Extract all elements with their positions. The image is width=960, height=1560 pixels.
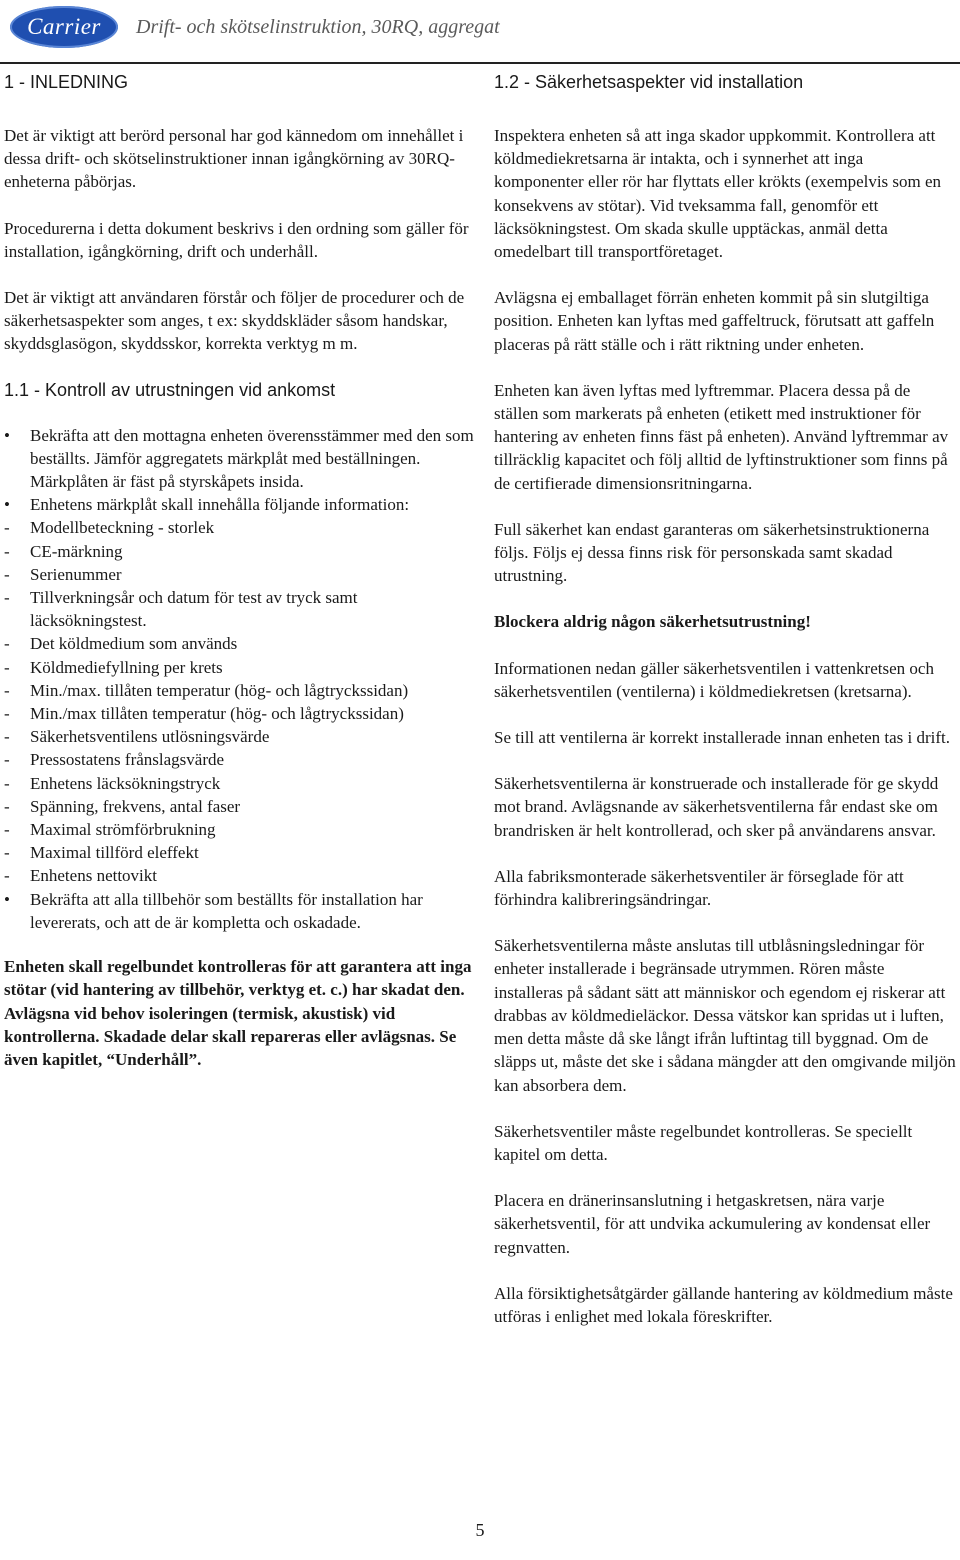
paragraph: Säkerhetsventiler måste regelbundet kontrolleras. Se speciellt kapitel om detta. — [494, 1121, 913, 1164]
logo-text: Carrier — [27, 14, 101, 39]
dash-marker: - — [4, 657, 10, 677]
paragraph: Alla försiktighetsåtgärder gällande hantering av köldmedium måste utföras i enlighet med lokala föreskrifter. — [494, 1283, 953, 1326]
dash-marker: - — [4, 820, 10, 840]
document-title: Drift- och skötselinstruktion, 30RQ, aggregat — [136, 16, 500, 38]
dash-item — [4, 864, 474, 887]
bullet-marker: • — [4, 495, 10, 515]
dash-marker: - — [4, 796, 10, 816]
section-heading-safety: 1.2 - Säkerhetsaspekter vid installation — [494, 72, 804, 92]
dash-marker: - — [4, 704, 10, 724]
dash-item — [4, 841, 474, 864]
dash-item — [4, 772, 474, 795]
safety-warning: Blockera aldrig någon säkerhetsutrustning! — [494, 612, 811, 632]
page-header — [0, 0, 960, 64]
bullet-text: Bekräfta att alla tillbehör som beställts för installation har levererats, och att de är kompletta och oskadade. — [30, 889, 423, 932]
bullet-text: Bekräfta att den mottagna enheten överensstämmer med den som beställts. Jämför aggregatets märkplåt med beställningen. Märkplåten är fäst på styrskåpets insida. — [30, 425, 474, 492]
dash-text: Serienummer — [30, 564, 122, 584]
right-column — [494, 70, 956, 1328]
dash-marker: - — [4, 866, 10, 886]
dash-marker: - — [4, 588, 10, 608]
dash-text: Maximal tillförd eleffekt — [30, 843, 199, 863]
dash-marker: - — [4, 564, 10, 584]
bullet-marker: • — [4, 889, 10, 909]
dash-text: Säkerhetsventilens utlösningsvärde — [30, 727, 270, 747]
paragraph: Enheten kan även lyftas med lyftremmar. Placera dessa på de ställen som markerats på enheten (etikett med instruktioner för hantering av enheten finns fäst på enheten). Använd lyftremmar av tillräcklig kapacitet och följ alltid de lyftinstruktioner som finns på de certifierade dimensionsritningarna. — [494, 380, 949, 493]
paragraph: Det är viktigt att berörd personal har god kännedom om innehållet i dessa drift- och skötselinstruktioner innan igångkörning av 30RQ-enheterna påbörjas. — [4, 126, 464, 192]
dash-item — [4, 702, 474, 725]
paragraph: Alla fabriksmonterade säkerhetsventiler är förseglade för att förhindra kalibreringsändringar. — [494, 866, 904, 910]
dash-text: Min./max tillåten temperatur (hög- och lågtryckssidan) — [30, 704, 404, 724]
dash-text: Min./max. tillåten temperatur (hög- och lågtryckssidan) — [30, 680, 409, 700]
left-column — [4, 70, 474, 1071]
paragraph: Informationen nedan gäller säkerhetsventilen i vattenkretsen och säkerhetsventilen (ventilerna) i köldmediekretsen (kretsarna). — [494, 658, 934, 701]
dash-text: Enhetens nettovikt — [30, 866, 158, 886]
bullet-marker: • — [4, 425, 10, 445]
dash-item — [4, 725, 474, 748]
dash-marker: - — [4, 634, 10, 654]
dash-marker: - — [4, 750, 10, 770]
dash-item — [4, 748, 474, 771]
bullet-item — [4, 493, 474, 516]
dash-marker: - — [4, 680, 10, 700]
dash-item — [4, 656, 474, 679]
dash-text: Det köldmedium som används — [30, 634, 238, 654]
paragraph: Avlägsna ej emballaget förrän enheten kommit på sin slutgiltiga position. Enheten kan lyftas med gaffeltruck, förutsatt att gaffeln placeras på rätt ställe och i rätt riktning under enheten. — [494, 288, 935, 354]
section-heading-introduction: 1 - INLEDNING — [4, 72, 129, 92]
dash-item — [4, 632, 474, 655]
dash-item — [4, 818, 474, 841]
paragraph: Det är viktigt att användaren förstår och följer de procedurer och de säkerhetsaspekter som anges, t ex: skyddskläder såsom handskar, skyddsglasögon, skyddsskor, korrekta verktyg m m. — [4, 288, 465, 354]
dash-marker: - — [4, 518, 10, 538]
dash-text: Tillverkningsår och datum för test av tryck samt läcksökningstest. — [30, 588, 358, 631]
dash-text: Köldmediefyllning per krets — [30, 657, 223, 677]
paragraph: Säkerhetsventilerna måste anslutas till utblåsningsledningar för enheter installerade i begränsade utrymmen. Rören måste installeras på sådant sätt att människor och egendom ej riskerar att drabbas av köldmedieläckor. Dessa vätskor kan spridas ut i luften, men detta måste då ske långt ifrån luftintag till byggnad. Om de släpps ut, måste det ske i sådana mängder att den omgivande miljön kan absorbera dem. — [494, 936, 956, 1095]
dash-text: CE-märkning — [30, 541, 123, 561]
bullet-text: Enhetens märkplåt skall innehålla följande information: — [30, 495, 410, 515]
nameplate-items-list — [4, 516, 474, 887]
dash-item — [4, 563, 474, 586]
bullet-item — [4, 888, 474, 934]
dash-text: Maximal strömförbrukning — [30, 820, 216, 840]
dash-text: Pressostatens frånslagsvärde — [30, 750, 225, 770]
paragraph: Säkerhetsventilerna är konstruerade och installerade för ge skydd mot brand. Avlägsnande av säkerhetsventilerna får endast ske om brandrisken är helt kontrollerad, och sker på användarens ansvar. — [494, 774, 939, 840]
dash-item — [4, 679, 474, 702]
dash-text: Enhetens läcksökningstryck — [30, 773, 221, 793]
dash-item — [4, 586, 474, 632]
paragraph: Procedurerna i detta dokument beskrivs i den ordning som gäller för installation, igångkörning, drift och underhåll. — [4, 218, 469, 261]
dash-marker: - — [4, 773, 10, 793]
paragraph: Inspektera enheten så att inga skador uppkommit. Kontrollera att köldmediekretsarna är intakta, och i synnerhet att inga komponenter eller rör har flyttats eller krökts (exempelvis som en konsekvens av stötar). Vid tveksamma fall, genomför ett läcksökningstest. Om skada skulle upptäckas, anmäl detta omedelbart till transportföretaget. — [494, 126, 942, 262]
checklist — [4, 424, 474, 934]
dash-item — [4, 540, 474, 563]
dash-text: Spänning, frekvens, antal faser — [30, 796, 241, 816]
dash-marker: - — [4, 727, 10, 747]
dash-marker: - — [4, 541, 10, 561]
carrier-logo — [10, 6, 118, 48]
warning-paragraph: Enheten skall regelbundet kontrolleras för att garantera att inga stötar (vid hantering av tillbehör, verktyg et. c.) har skadat den. Avlägsna vid behov isoleringen (termisk, akustisk) vid kontrollerna. Skadade delar skall repareras eller avlägsnas. Se även kapitlet, “Underhåll”. — [4, 957, 472, 1069]
paragraph: Full säkerhet kan endast garanteras om säkerhetsinstruktionerna följs. Följs ej dessa finns risk för personskada samt skadad utrustning. — [494, 519, 930, 586]
bullet-item — [4, 424, 474, 494]
header-divider — [0, 62, 960, 64]
dash-text: Modellbeteckning - storlek — [30, 518, 215, 538]
page-number: 5 — [475, 1520, 485, 1540]
paragraph: Se till att ventilerna är korrekt installerade innan enheten tas i drift. — [494, 728, 951, 748]
dash-item — [4, 516, 474, 539]
paragraph: Placera en dränerinsanslutning i hetgaskretsen, nära varje säkerhetsventil, för att undvika ackumulering av kondensat eller regnvatten. — [494, 1191, 931, 1257]
dash-marker: - — [4, 843, 10, 863]
subsection-heading-inspection: 1.1 - Kontroll av utrustningen vid ankomst — [4, 379, 336, 400]
dash-item — [4, 795, 474, 818]
